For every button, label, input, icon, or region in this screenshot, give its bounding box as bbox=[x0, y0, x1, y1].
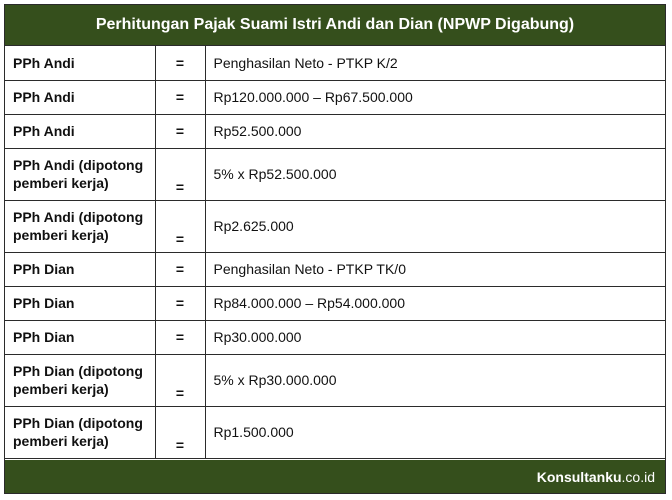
table-row bbox=[5, 252, 665, 286]
equals-sign: = bbox=[155, 406, 205, 458]
row-value: Penghasilan Neto - PTKP TK/0 bbox=[205, 252, 665, 286]
row-label: PPh Andi bbox=[5, 114, 155, 148]
row-label: PPh Andi bbox=[5, 46, 155, 80]
row-label: PPh Andi (dipotong pemberi kerja) bbox=[5, 148, 155, 200]
equals-sign: = bbox=[155, 354, 205, 406]
table-row bbox=[5, 148, 665, 200]
row-value: Rp1.500.000 bbox=[205, 406, 665, 458]
table-title: Perhitungan Pajak Suami Istri Andi dan Dian (NPWP Digabung) bbox=[5, 5, 665, 46]
row-label: PPh Dian (dipotong pemberi kerja) bbox=[5, 354, 155, 406]
tax-calculation-table-card bbox=[4, 4, 666, 494]
row-label: PPh Dian bbox=[5, 286, 155, 320]
row-value: Rp84.000.000 – Rp54.000.000 bbox=[205, 286, 665, 320]
row-value: Rp52.500.000 bbox=[205, 114, 665, 148]
table-row bbox=[5, 114, 665, 148]
row-value: Rp30.000.000 bbox=[205, 320, 665, 354]
table-row bbox=[5, 286, 665, 320]
equals-sign: = bbox=[155, 114, 205, 148]
row-label: PPh Dian (dipotong pemberi kerja) bbox=[5, 406, 155, 458]
brand-name: Konsultanku bbox=[536, 468, 622, 485]
equals-sign: = bbox=[155, 286, 205, 320]
footer-bar bbox=[5, 460, 665, 493]
table-row bbox=[5, 200, 665, 252]
row-label: PPh Dian bbox=[5, 252, 155, 286]
table-row bbox=[5, 354, 665, 406]
row-label: PPh Dian bbox=[5, 320, 155, 354]
equals-sign: = bbox=[155, 252, 205, 286]
equals-sign: = bbox=[155, 80, 205, 114]
row-value: Rp2.625.000 bbox=[205, 200, 665, 252]
row-value: Penghasilan Neto - PTKP K/2 bbox=[205, 46, 665, 80]
table-row bbox=[5, 80, 665, 114]
tax-table bbox=[5, 46, 665, 459]
equals-sign: = bbox=[155, 200, 205, 252]
brand-domain-suffix: .co.id bbox=[621, 468, 655, 485]
row-value: 5% x Rp52.500.000 bbox=[205, 148, 665, 200]
equals-sign: = bbox=[155, 148, 205, 200]
table-row bbox=[5, 320, 665, 354]
table-row bbox=[5, 46, 665, 80]
table-row bbox=[5, 406, 665, 458]
equals-sign: = bbox=[155, 320, 205, 354]
row-label: PPh Andi (dipotong pemberi kerja) bbox=[5, 200, 155, 252]
row-value: Rp120.000.000 – Rp67.500.000 bbox=[205, 80, 665, 114]
equals-sign: = bbox=[155, 46, 205, 80]
row-label: PPh Andi bbox=[5, 80, 155, 114]
row-value: 5% x Rp30.000.000 bbox=[205, 354, 665, 406]
